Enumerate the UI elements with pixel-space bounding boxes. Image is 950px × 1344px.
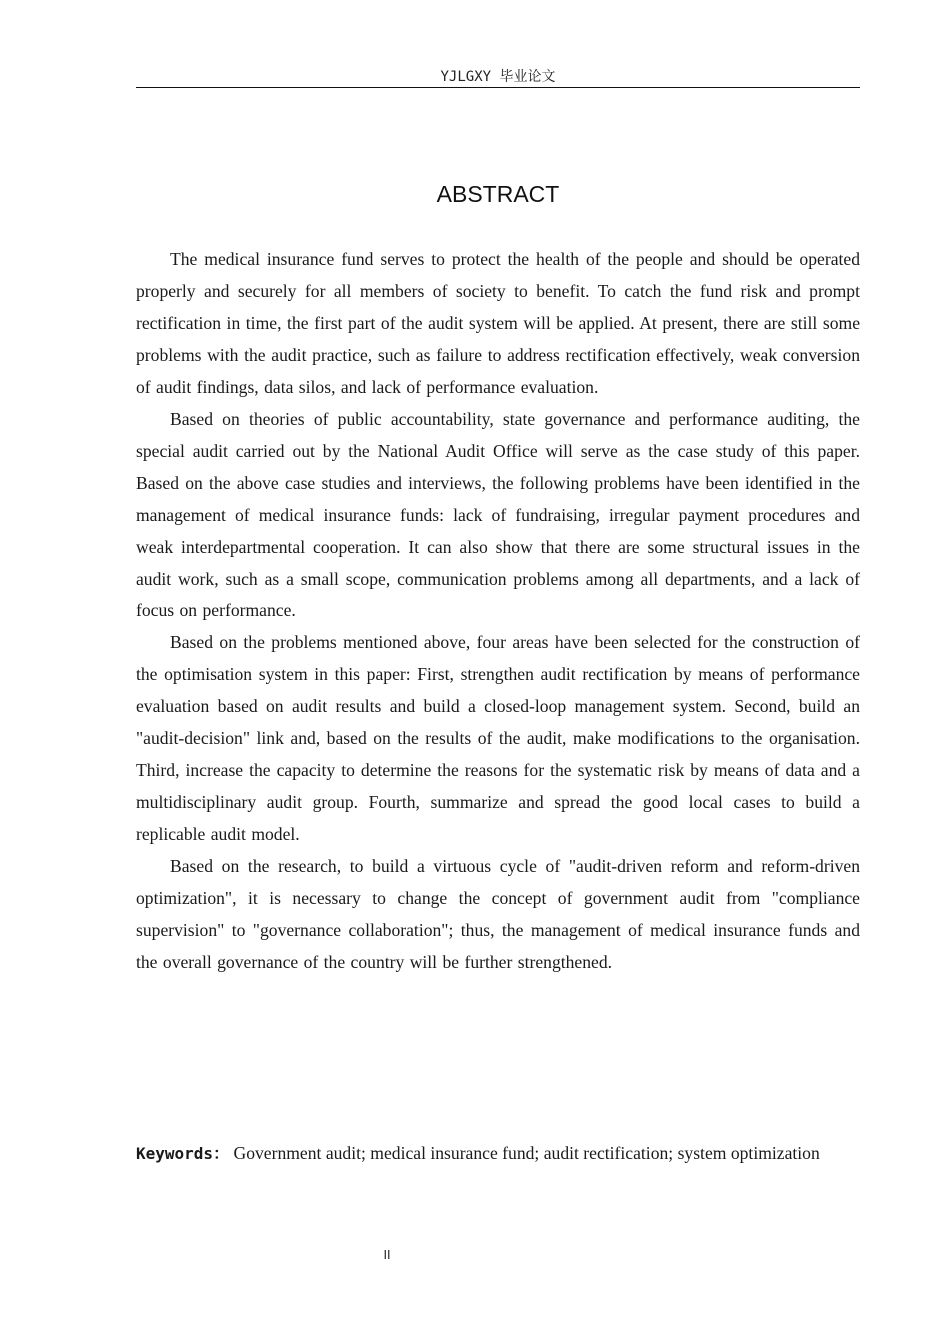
keywords-block (136, 1138, 860, 1170)
abstract-title: ABSTRACT (436, 181, 560, 207)
keywords-label: Keywords： (136, 1144, 230, 1163)
page-number: II (383, 1248, 391, 1262)
running-header: YJLGXY 毕业论文 (440, 69, 556, 85)
header-rule (136, 87, 860, 88)
abstract-paragraph-3: Based on the problems mentioned above, four areas have been selected for the construction of the optimisation system in this paper: First, strengthen audit rectification by means of performance evaluation based on audit results and build a closed-loop management system. Second, build an "audit-decision" link and, based on the results of the audit, make modifications to the organisation. Third, increase the capacity to determine the reasons for the systematic risk by means of data and a multidisciplinary audit group. Fourth, summarize and spread the good local cases to build a replicable audit model. (136, 632, 860, 845)
abstract-paragraph-2: Based on theories of public accountability, state governance and performance auditing, the special audit carried out by the National Audit Office will serve as the case study of this paper. Based on the above case studies and interviews, the following problems have been identified in the management of medical insurance funds: lack of fundraising, irregular payment procedures and weak interdepartmental cooperation. It can also show that there are some structural issues in the audit work, such as a small scope, communication problems among all departments, and a lack of focus on performance. (136, 408, 860, 621)
abstract-body (136, 244, 860, 979)
abstract-paragraph-4: Based on the research, to build a virtuous cycle of "audit-driven reform and reform-driven optimization", it is necessary to change the concept of government audit from "compliance supervision" to "governance collaboration"; thus, the management of medical insurance funds and the overall governance of the country will be further strengthened. (136, 856, 860, 972)
keywords-text: Government audit; medical insurance fund; audit rectification; system optimization (233, 1143, 820, 1163)
abstract-paragraph-1: The medical insurance fund serves to protect the health of the people and should be operated properly and securely for all members of society to benefit. To catch the fund risk and prompt rectification in time, the first part of the audit system will be applied. At present, there are still some problems with the audit practice, such as failure to address rectification effectively, weak conversion of audit findings, data silos, and lack of performance evaluation. (136, 249, 860, 397)
